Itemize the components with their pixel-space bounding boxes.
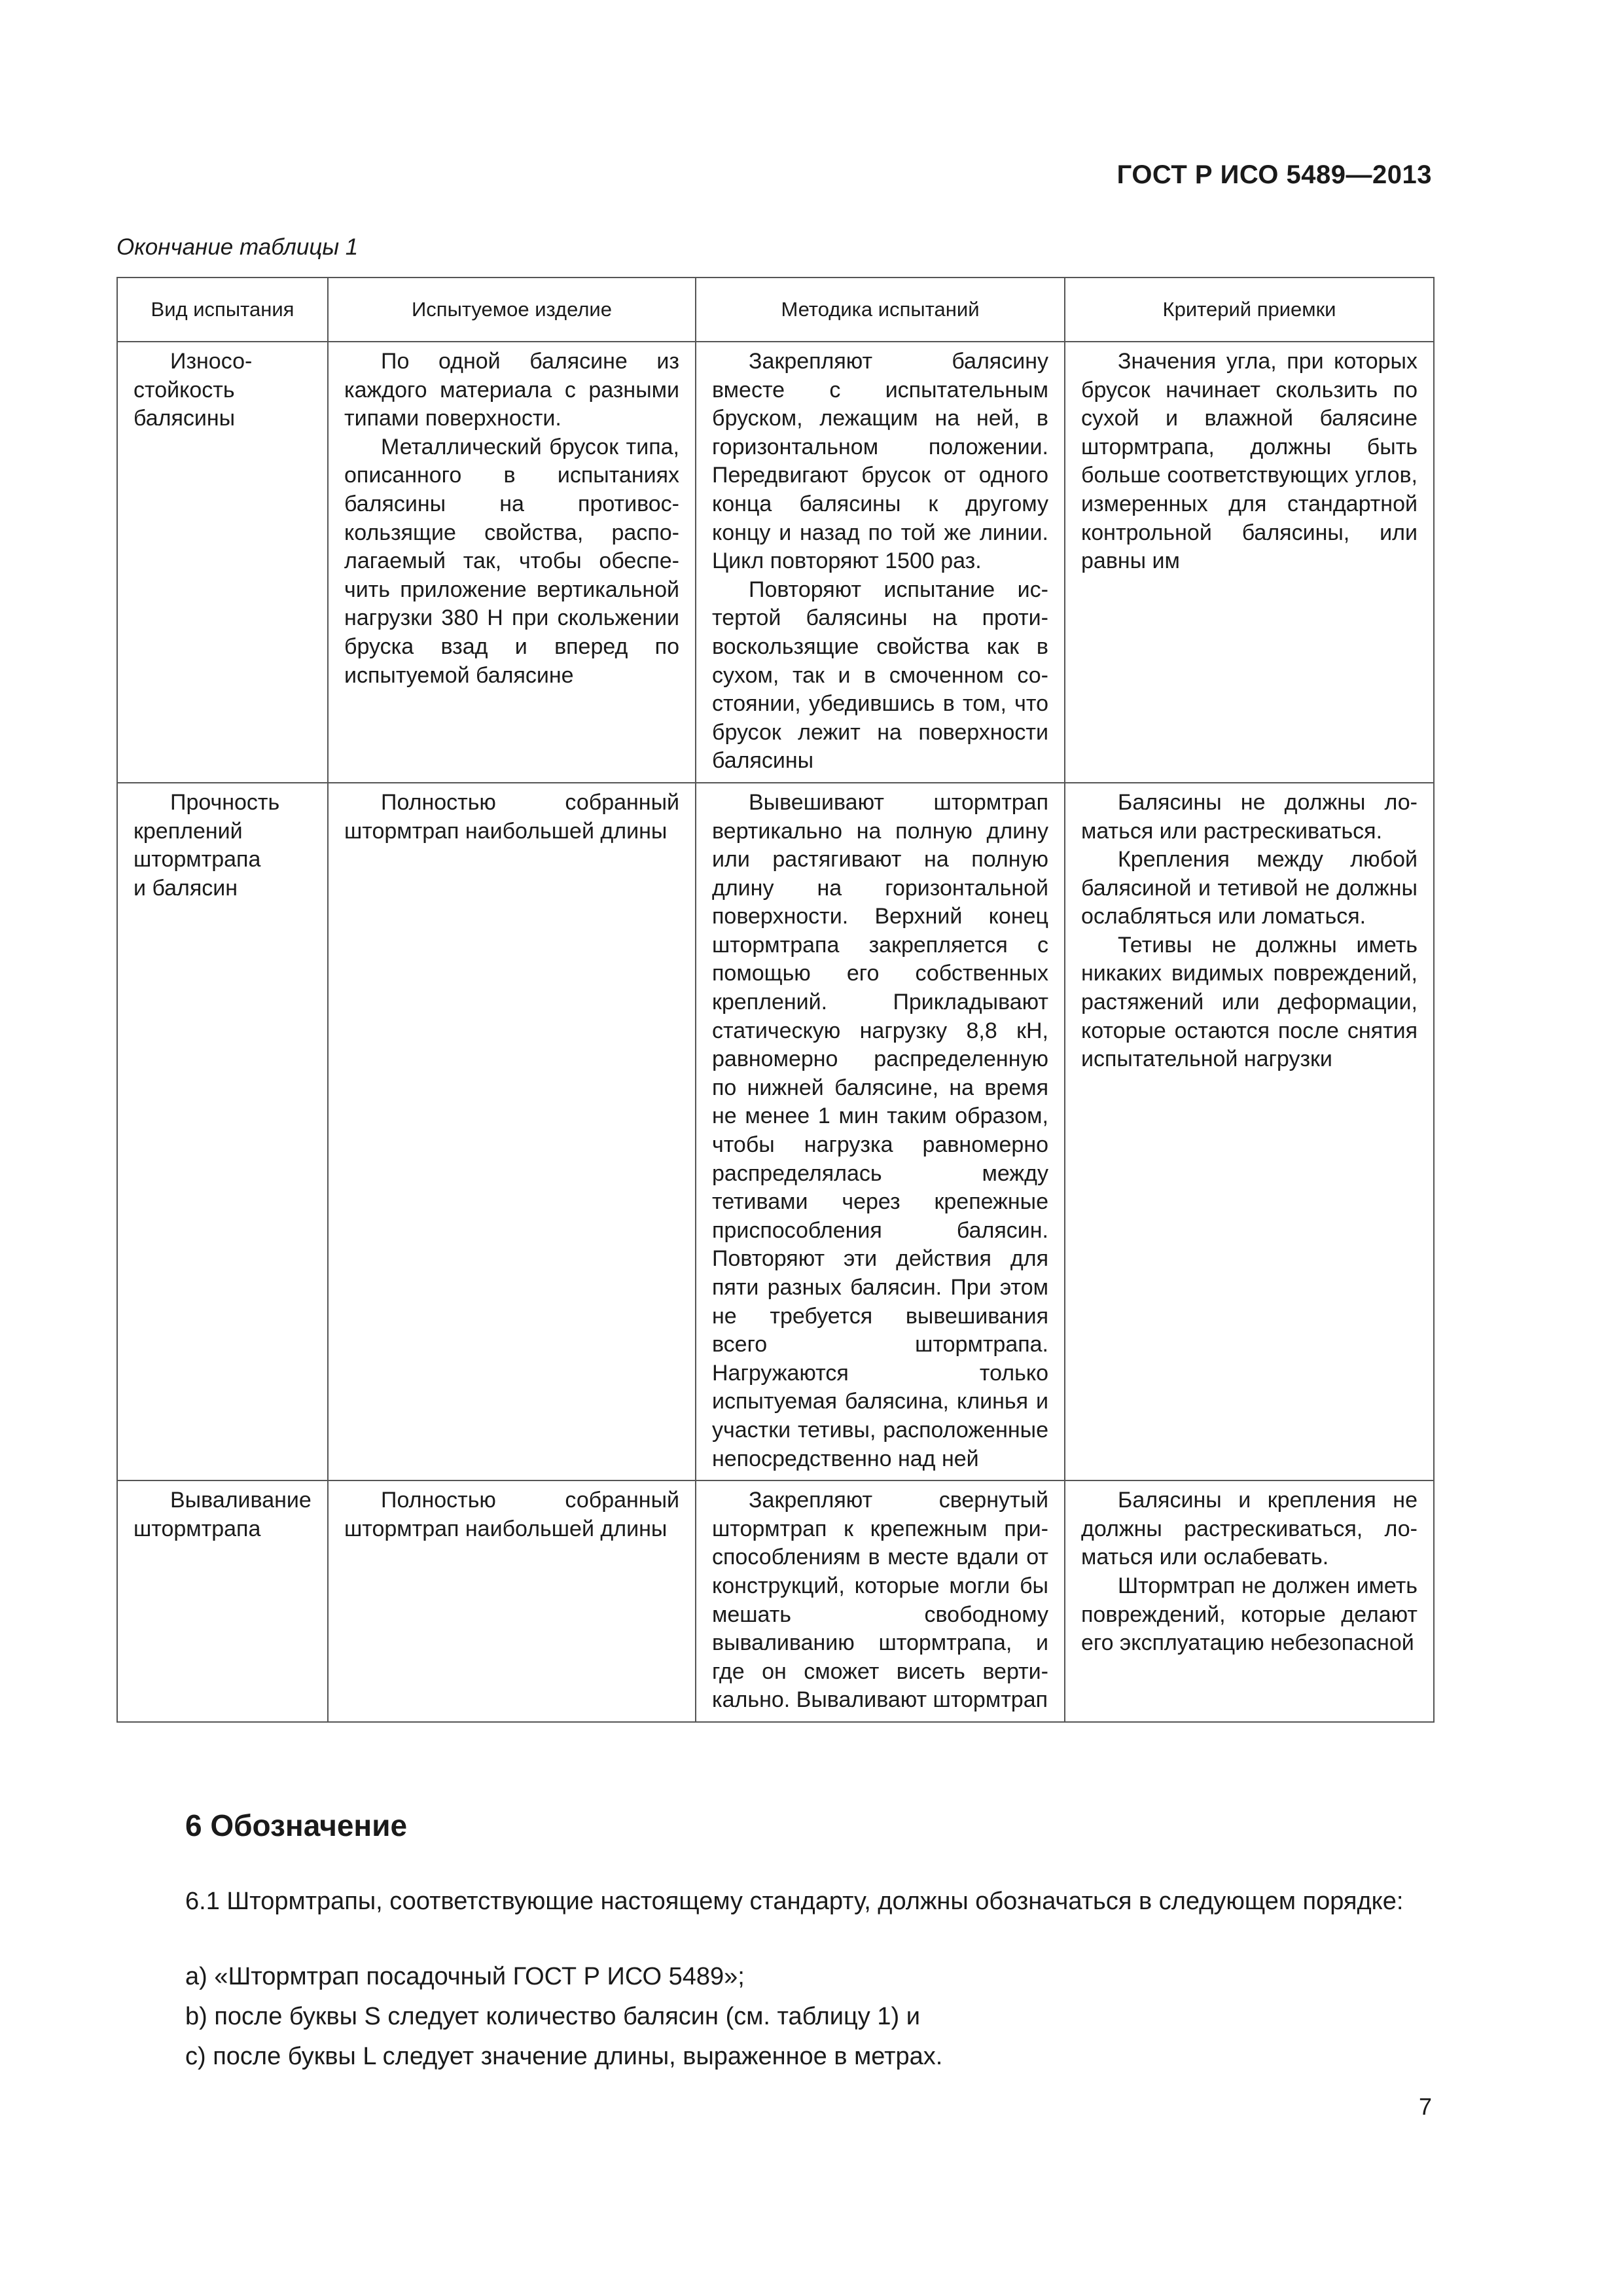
cell-test-method <box>696 1480 1065 1722</box>
cell-paragraph: Закрепляют балясину вместе с испытательным бруском, лежащим на ней, в горизонтальном положении. Передвигают брусок от одного конца балясины к другому концу и назад по той же линии. Цикл повторяют 1500 раз. <box>712 349 1048 574</box>
cell-paragraph: Полностью собранный штормтрап наибольшей длины <box>344 1488 679 1541</box>
cell-paragraph: Повторяют испытание истертой балясины на противоскользящие свойства как в сухом, так и в смоченном состоянии, убедившись в том, что брусок лежит на поверхности балясины <box>712 577 1048 774</box>
cell-test-type <box>117 342 328 783</box>
cell-test-method <box>696 783 1065 1480</box>
list-item: а) «Штормтрап посадочный ГОСТ Р ИСО 5489»; <box>185 1963 745 1990</box>
cell-test-type <box>117 1480 328 1722</box>
cell-paragraph: Балясины и крепления не должны растрескиваться, ломаться или ослабевать. <box>1081 1488 1418 1570</box>
cell-paragraph: Вывешивают штормтрап вертикально на полную длину или растягивают на полную длину на горизонтальной поверхности. Верхний конец штормтрапа закрепляется с помощью его собственных креплений. Прикладывают статическую нагрузку 8,8 кН, равномерно распределенную по нижней балясине, на время не менее 1 мин таким образом, чтобы нагрузка равномерно распределялась между тетивами через крепежные приспособления балясин. Повторяют эти действия для пяти разных балясин. При этом не требуется вывешивания всего штормтрапа. Нагружаются только испытуемая балясина, клинья и участки тетивы, расположенные непосредственно над ней <box>712 789 1048 1471</box>
table-row <box>117 1480 1434 1722</box>
column-header-test-method: Методика испытаний <box>696 278 1065 342</box>
cell-paragraph: Металлический брусок типа, описанного в испытаниях балясины на противоскользящие свойства, располагаемый так, чтобы обеспечить приложение вертикальной нагрузки 380 Н при скольжении бруска взад и вперед по испытуемой балясине <box>344 434 679 688</box>
designation-list <box>185 1957 1429 2077</box>
list-item: c) после буквы L следует значение длины, выраженное в метрах. <box>185 2043 943 2070</box>
cell-paragraph: Полностью собранный штормтрап наибольшей длины <box>344 789 679 844</box>
cell-test-type <box>117 783 328 1480</box>
table-caption: Окончание таблицы 1 <box>116 234 359 260</box>
list-item: b) после буквы S следует количество балясин (см. таблицу 1) и <box>185 2003 920 2030</box>
cell-test-item <box>328 342 696 783</box>
table-row <box>117 342 1434 783</box>
test-table <box>116 277 1435 1723</box>
cell-acceptance-criterion <box>1065 783 1434 1480</box>
clause-paragraph: 6.1 Штормтрапы, соответствующие настоящему стандарту, должны обозначаться в следующем порядке: <box>185 1888 1404 1915</box>
column-header-test-item: Испытуемое изделие <box>328 278 696 342</box>
column-header-test-type: Вид испытания <box>117 278 328 342</box>
section-title: 6 Обозначение <box>185 1808 408 1842</box>
cell-paragraph: Значения угла, при которых брусок начинает скользить по сухой и влажной балясине штормтрапа, должны быть больше соответствующих углов, измеренных для стандартной контрольной балясины, или равны им <box>1081 349 1418 574</box>
cell-acceptance-criterion <box>1065 342 1434 783</box>
cell-paragraph: Балясины не должны ломаться или растрескиваться. <box>1081 789 1418 844</box>
cell-paragraph: Штормтрап не должен иметь повреждений, которые делают его эксплуатацию небезопасной <box>1081 1573 1418 1656</box>
page-number: 7 <box>1418 2093 1432 2120</box>
cell-test-item <box>328 783 696 1480</box>
cell-paragraph: Закрепляют свернутый штормтрап к крепежным приспособлениям в месте вдали от конструкций, которые могли бы мешать свободному вываливанию штормтрапа, и где он сможет висеть вертикально. Вываливают штормтрап <box>712 1488 1048 1713</box>
column-header-acceptance-criterion: Критерий приемки <box>1065 278 1434 342</box>
cell-paragraph: Износо- стойкость балясины <box>134 349 253 431</box>
cell-test-item <box>328 1480 696 1722</box>
document-header: ГОСТ Р ИСО 5489—2013 <box>1116 160 1432 189</box>
table-row <box>117 783 1434 1480</box>
cell-paragraph: Вываливание штормтрапа <box>134 1488 312 1541</box>
cell-paragraph: Прочность креплений штормтрапа и балясин <box>134 789 280 901</box>
cell-acceptance-criterion <box>1065 1480 1434 1722</box>
cell-paragraph: Крепления между любой балясиной и тетивой не должны ослабляться или ломаться. <box>1081 847 1418 929</box>
cell-paragraph: Тетивы не должны иметь никаких видимых повреждений, растяжений или деформации, которые остаются после снятия испытательной нагрузки <box>1081 932 1418 1072</box>
cell-paragraph: По одной балясине из каждого материала с разными типами поверхности. <box>344 349 679 431</box>
table-header-row <box>117 278 1434 342</box>
cell-test-method <box>696 342 1065 783</box>
